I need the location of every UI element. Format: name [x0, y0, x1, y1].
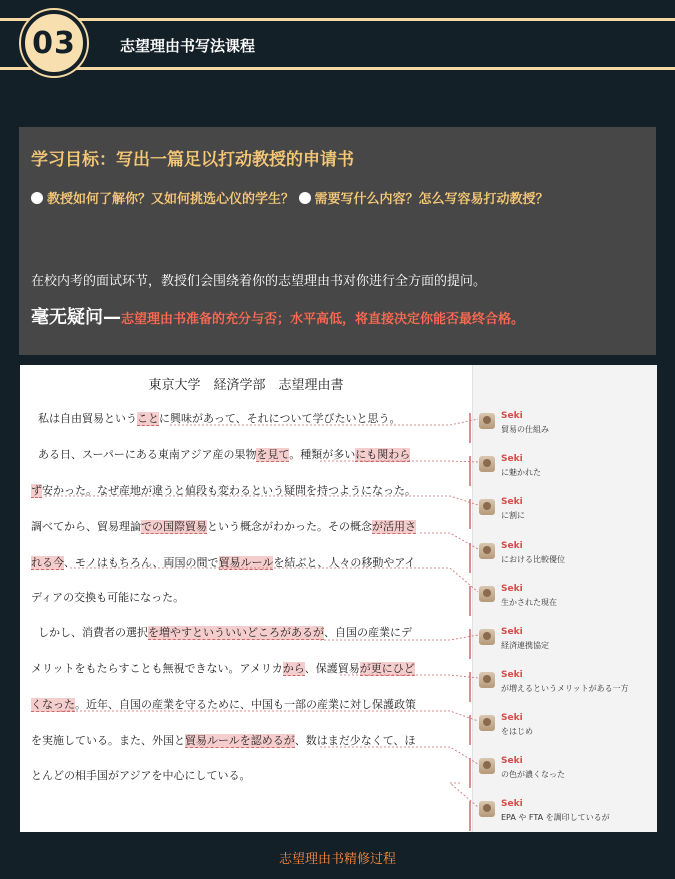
- essay-text: 私は自由貿易という: [38, 412, 137, 425]
- comment-text: 貿易の仕組み: [501, 425, 549, 434]
- reviewer-avatar-icon: [479, 758, 495, 774]
- review-comment[interactable]: [479, 627, 655, 667]
- reviewer-avatar-icon: [479, 586, 495, 602]
- essay-text: に興味があって、それについて学びたいと思う。: [159, 412, 401, 425]
- comment-author: Seki: [501, 584, 523, 594]
- review-comment[interactable]: [479, 541, 655, 581]
- essay-text: 。種類が多い: [289, 448, 356, 461]
- card-description: 在校内考的面试环节，教授们会围绕着你的志望理由书对你进行全方面的提问。: [31, 274, 487, 289]
- comment-text: をはじめ: [501, 727, 533, 736]
- reviewer-avatar-icon: [479, 543, 495, 559]
- question-1: 教授如何了解你？又如何挑选心仪的学生？: [47, 192, 295, 207]
- reviewer-avatar-icon: [479, 456, 495, 472]
- essay-line: [31, 732, 416, 748]
- comment-panel: [472, 365, 657, 832]
- header-band: [0, 21, 675, 67]
- bullet-dot-icon: [31, 192, 43, 204]
- essay-line: [31, 518, 416, 534]
- comment-author: Seki: [501, 713, 523, 723]
- comment-author: Seki: [501, 627, 523, 637]
- essay-body: [20, 365, 472, 832]
- essay-text: 調べてから、貿易理論: [31, 520, 141, 533]
- section-number: 03: [32, 25, 76, 61]
- essay-line: [38, 410, 400, 426]
- review-comment[interactable]: [479, 411, 655, 451]
- highlighted-phrase[interactable]: を増やすといういいどころがあるが: [148, 626, 324, 639]
- essay-line: [31, 554, 415, 570]
- highlighted-phrase[interactable]: から: [282, 662, 305, 675]
- essay-text: 、自国の産業にデ: [324, 626, 412, 639]
- essay-text: を結ぶと、人々の移動やアイ: [273, 556, 416, 569]
- question-line: [31, 185, 643, 215]
- highlighted-phrase[interactable]: 貿易ルールを認めるが: [185, 734, 295, 747]
- conclusion-lead: 毫无疑问—: [31, 307, 121, 328]
- header-bottom-rule: [0, 67, 675, 70]
- reviewer-avatar-icon: [479, 499, 495, 515]
- highlighted-phrase[interactable]: くなった: [31, 698, 75, 711]
- essay-text: 、モノはもちろん、両国の間で: [64, 556, 219, 569]
- essay-text: とんどの相手国がアジアを中心にしている。: [31, 769, 251, 782]
- essay-line: [38, 446, 410, 462]
- comment-text: EPA や FTA を調印しているが: [501, 813, 610, 822]
- conclusion: [31, 303, 524, 329]
- comment-author: Seki: [501, 541, 523, 551]
- essay-text: 、数はまだ少なくて、ほ: [294, 734, 416, 747]
- comment-author: Seki: [501, 454, 523, 464]
- section-title: 志望理由书写法课程: [120, 37, 256, 55]
- essay-line: [31, 696, 416, 712]
- essay-line: [31, 767, 251, 783]
- comment-text: における比較優位: [501, 555, 565, 564]
- review-comment[interactable]: [479, 670, 655, 710]
- comment-text: に魅かれた: [501, 468, 541, 477]
- review-comment[interactable]: [479, 713, 655, 753]
- highlighted-phrase[interactable]: れる今: [31, 556, 64, 569]
- review-comment[interactable]: [479, 756, 655, 796]
- highlighted-phrase[interactable]: 貿易ルール: [218, 556, 274, 569]
- essay-text: しかし、消費者の選択: [38, 626, 148, 639]
- review-comment[interactable]: [479, 584, 655, 624]
- essay-line: [31, 660, 415, 676]
- essay-title: 東京大学 経済学部 志望理由書: [148, 378, 344, 393]
- comment-text: の色が濃くなった: [501, 770, 565, 779]
- question-2: 需要写什么内容？怎么写容易打动教授？: [314, 192, 549, 207]
- essay-text: 、保護貿易: [304, 662, 360, 675]
- reviewer-avatar-icon: [479, 413, 495, 429]
- essay-text: ディアの交換も可能になった。: [31, 591, 185, 604]
- comment-author: Seki: [501, 670, 523, 680]
- highlighted-phrase[interactable]: が更にひど: [359, 662, 415, 675]
- comment-author: Seki: [501, 411, 523, 421]
- reviewer-avatar-icon: [479, 801, 495, 817]
- comment-text: が増えるというメリットがある一方: [501, 684, 629, 693]
- comment-author: Seki: [501, 756, 523, 766]
- review-comment[interactable]: [479, 454, 655, 494]
- essay-line: [31, 482, 416, 498]
- bullet-dot-icon: [299, 192, 311, 204]
- highlighted-phrase[interactable]: こと: [137, 412, 159, 425]
- essay-line: [38, 624, 412, 640]
- comment-author: Seki: [501, 799, 523, 809]
- image-caption: 志望理由书精修过程: [278, 852, 396, 867]
- goal-heading: 学习目标：写出一篇足以打动教授的申请书: [31, 150, 354, 170]
- highlighted-phrase[interactable]: を見て: [256, 448, 290, 461]
- comment-text: 経済連携協定: [501, 641, 549, 650]
- reviewer-avatar-icon: [479, 715, 495, 731]
- essay-text: 安かった。なぜ産地が違うと値段も変わるという疑問を持つようになった。: [42, 484, 416, 497]
- section-number-badge: [21, 10, 87, 76]
- highlighted-phrase[interactable]: での国際貿易: [141, 520, 207, 533]
- review-comment[interactable]: [479, 799, 655, 832]
- comment-text: に割に: [501, 511, 525, 520]
- highlighted-phrase[interactable]: ず: [31, 484, 42, 497]
- essay-line: [31, 589, 184, 605]
- conclusion-text: 志望理由书准备的充分与否；水平高低，将直接决定你能否最终合格。: [121, 312, 525, 327]
- comment-text: 生かされた現在: [501, 598, 557, 607]
- highlighted-phrase[interactable]: にも関わら: [355, 448, 411, 461]
- essay-text: という概念がわかった。その概念: [207, 520, 372, 533]
- reviewer-avatar-icon: [479, 672, 495, 688]
- essay-document: [20, 365, 657, 832]
- essay-text: を実施している。また、外国と: [31, 734, 185, 747]
- essay-text: ある日、スーパーにある東南アジア産の果物: [38, 448, 257, 461]
- essay-text: 。近年、自国の産業を守るために、中国も一部の産業に対し保護政策: [75, 698, 416, 711]
- highlighted-phrase[interactable]: が活用さ: [372, 520, 416, 533]
- essay-text: メリットをもたらすことも無視できない。アメリカ: [31, 662, 283, 675]
- comment-author: Seki: [501, 497, 523, 507]
- goal-card: [19, 127, 656, 355]
- reviewer-avatar-icon: [479, 629, 495, 645]
- review-comment[interactable]: [479, 497, 655, 537]
